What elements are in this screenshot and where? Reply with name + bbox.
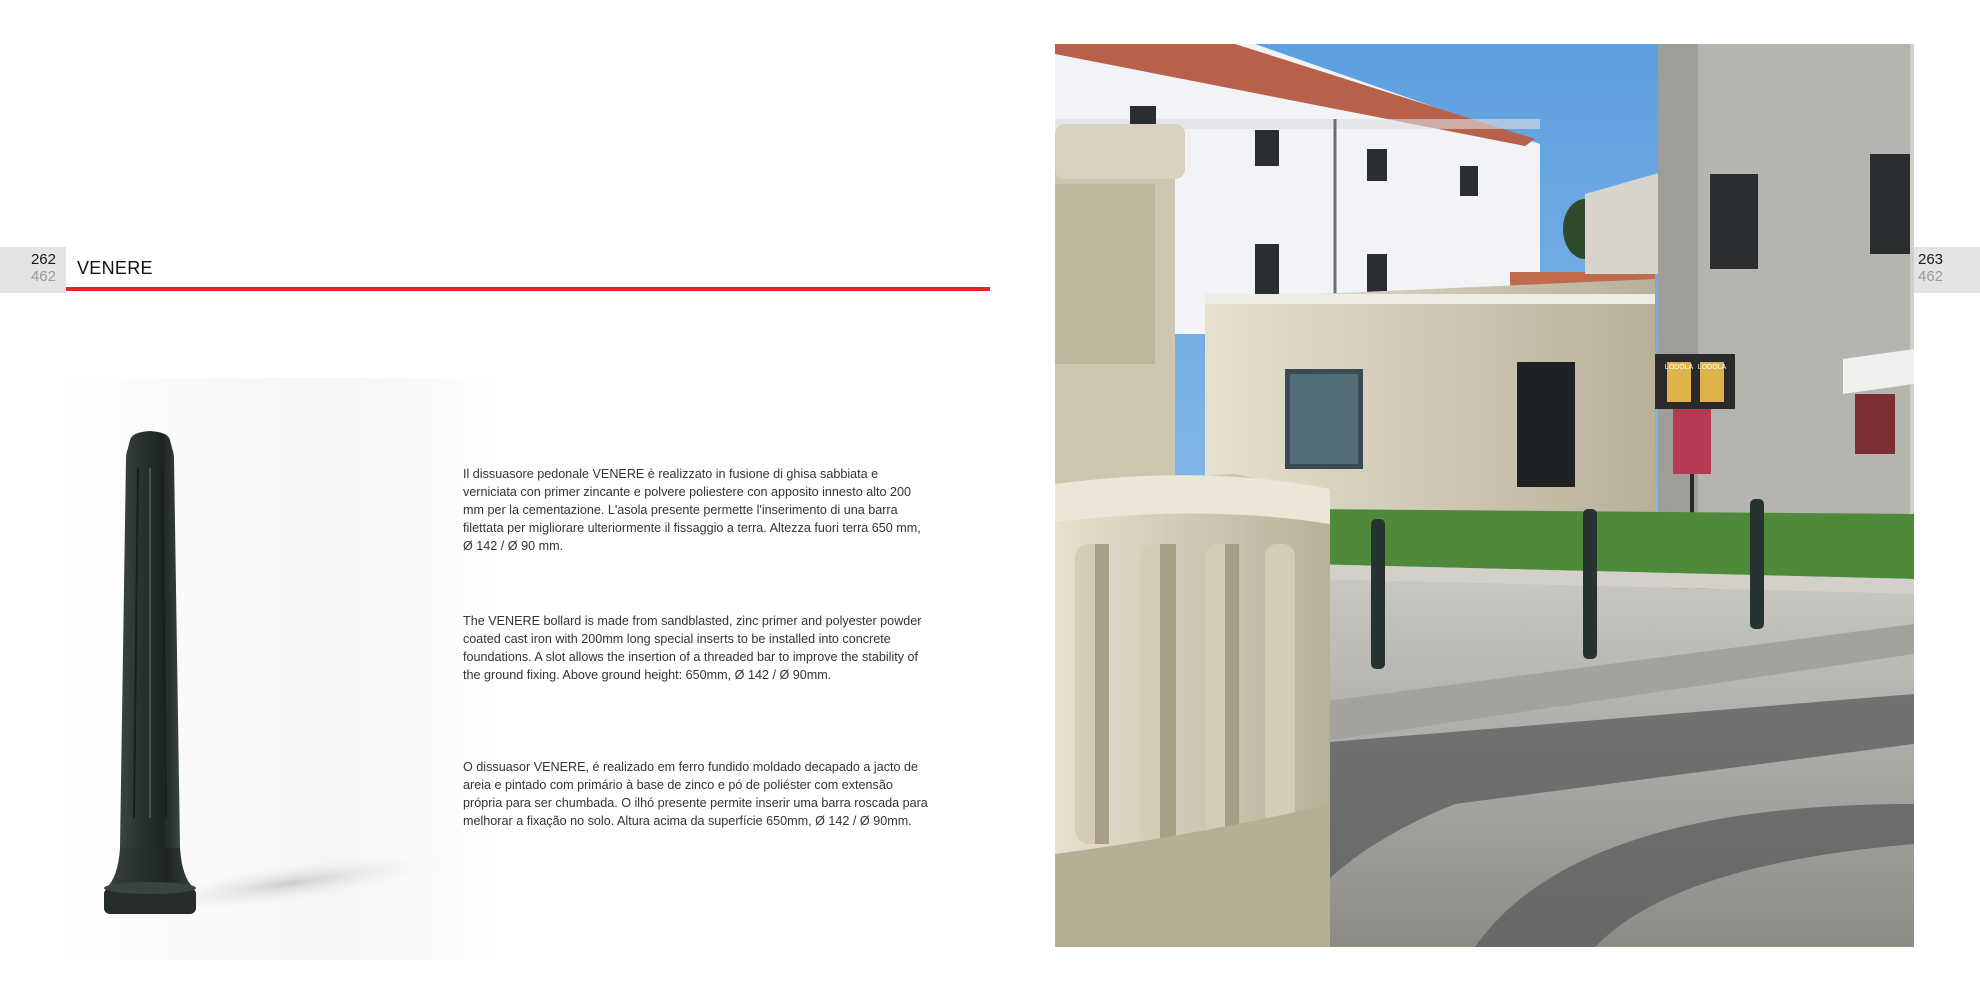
page-total-left: 462 bbox=[30, 268, 56, 285]
poster-text-2: LODOLA bbox=[1697, 364, 1727, 371]
page-number-tab-left bbox=[0, 247, 66, 293]
page-number-left: 262 bbox=[30, 251, 56, 268]
page-total-right: 462 bbox=[1918, 268, 1944, 285]
bollard-product-image bbox=[62, 378, 502, 960]
product-title: VENERE bbox=[77, 258, 153, 278]
page-number-tab-right bbox=[1912, 247, 1980, 293]
description-portuguese: O dissuasor VENERE, é realizado em ferro fundido moldado decapado a jacto de areia e pintado com primário à base de zinco e pó de poliéster com extensão própria para ser chumbada. O ilhó presente permite inserir uma barra roscada para melhorar a fixação no solo. Altura acima da superfície 650mm, Ø 142 / Ø 90mm. bbox=[463, 760, 928, 828]
poster-text-1: LODOLA bbox=[1664, 364, 1694, 371]
title-underline bbox=[66, 287, 990, 291]
piazza-photograph bbox=[1055, 44, 1914, 947]
description-english: The VENERE bollard is made from sandblasted, zinc primer and polyester powder coated cast iron with 200mm long special inserts to be installed into concrete foundations. A slot allows the insertion of a threaded bar to improve the stability of the ground fixing. Above ground height: 650mm, Ø 142 / Ø 90mm. bbox=[463, 614, 922, 682]
description-italian: Il dissuasore pedonale VENERE è realizzato in fusione di ghisa sabbiata e verniciata con primer zincante e polvere poliestere con apposito innesto alto 200 mm per la cementazione. L'asola presente permette l'inserimento di una barra filettata per migliorare ulteriormente il fissaggio a terra. Altezza fuori terra 650 mm, Ø 142 / Ø 90 mm. bbox=[463, 467, 921, 553]
page-number-right: 263 bbox=[1918, 251, 1944, 268]
